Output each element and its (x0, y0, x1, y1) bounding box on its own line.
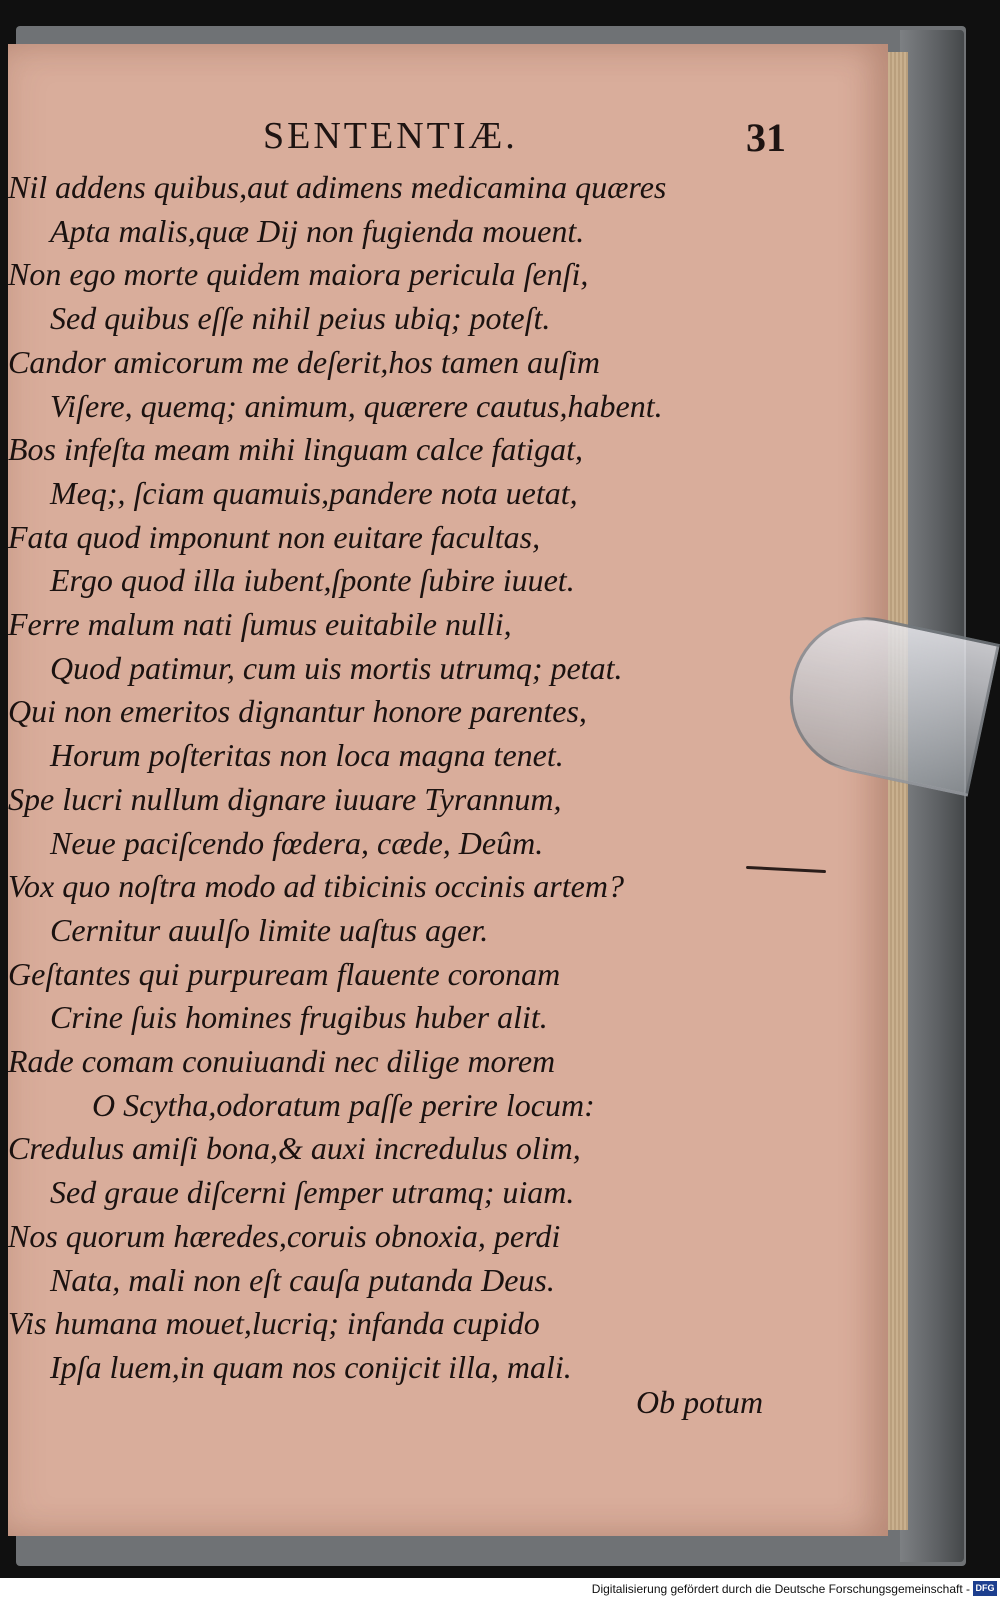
verse-line: Rade comam conuiuandi nec dilige morem (8, 1043, 556, 1080)
verse-line: Spe lucri nullum dignare iuuare Tyrannum, (8, 780, 562, 817)
verse-line: Nos quorum hæredes,coruis obnoxia, perdi (8, 1217, 561, 1254)
verse-line: Candor amicorum me deſerit,hos tamen auſim (8, 343, 600, 380)
footer-credit: Digitalisierung gefördert durch die Deutsche Forschungsgemeinschaft - (591, 1582, 970, 1596)
verse-line: Ferre malum nati ſumus euitabile nulli, (8, 606, 512, 643)
verse-line: Quod patimur, cum uis mortis utrumq; petat. (50, 649, 623, 686)
verse-line: Horum poſteritas non loca magna tenet. (50, 737, 564, 774)
verse-line: Nil addens quibus,aut adimens medicamina quæres (8, 169, 667, 205)
verse-line: Apta malis,quæ Dij non fugienda mouent. (50, 212, 585, 249)
verse-line: Nata, mali non eſt cauſa putanda Deus. (50, 1261, 555, 1298)
verse-line: Fata quod imponunt non euitare facultas, (8, 518, 541, 555)
verse-line: Vox quo noſtra modo ad tibicinis occinis artem? (8, 868, 624, 905)
verse-line: Bos infeſta meam mihi linguam calce fatigat, (8, 431, 584, 468)
verse-line: Ipſa luem,in quam nos conijcit illa, mali. (50, 1348, 572, 1385)
catchword: Ob potum (636, 1384, 764, 1420)
running-head: SENTENTIÆ. (263, 115, 518, 157)
verse-line: O Scytha,odoratum paſſe perire locum: (92, 1086, 595, 1123)
verse-line: Sed graue diſcerni ſemper utramq; uiam. (50, 1174, 575, 1211)
verse-line: Meq;, ſciam quamuis,pandere nota uetat, (50, 474, 578, 511)
verse-line: Cernitur auulſo limite uaſtus ager. (50, 911, 489, 948)
verse-line: Ergo quod illa iubent,ſponte ſubire iuuet. (50, 562, 575, 599)
verse-line: Viſere, quemq; animum, quærere cautus,habent. (50, 387, 663, 424)
book-page (8, 44, 888, 1536)
verse-line: Sed quibus eſſe nihil peius ubiq; poteſt. (50, 300, 551, 337)
verse-line: Qui non emeritos dignantur honore parentes, (8, 693, 587, 730)
verse-line: Neue paciſcendo fœdera, cæde, Deûm. (50, 824, 544, 861)
dfg-logo: DFG (973, 1581, 997, 1596)
verse-text (8, 166, 808, 1390)
verse-line: Credulus amiſi bona,& auxi incredulus olim, (8, 1130, 581, 1167)
verse-line: Vis humana mouet,lucriq; infanda cupido (8, 1305, 540, 1342)
verse-line: Crine ſuis homines frugibus huber alit. (50, 999, 548, 1036)
verse-line: Geſtantes qui purpuream flauente coronam (8, 955, 561, 992)
page-number: 31 (746, 115, 786, 160)
book-cover-edge (900, 30, 964, 1562)
verse-line: Non ego morte quidem maiora pericula ſenſi, (8, 256, 589, 293)
